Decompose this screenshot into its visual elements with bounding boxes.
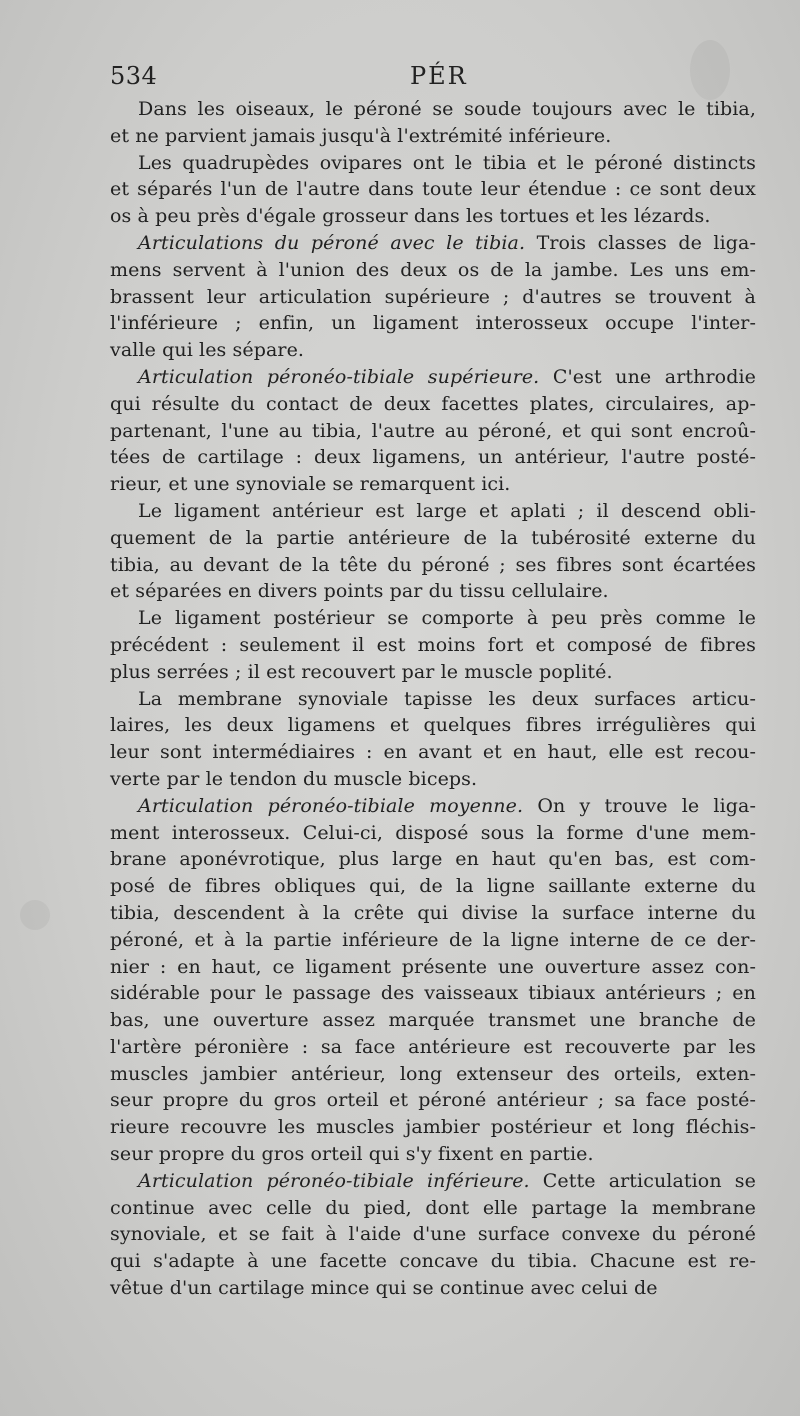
text-line [110, 820, 756, 847]
line-text: Le ligament antérieur est large et aplati ; il descend obli- [138, 499, 756, 522]
text-line [110, 471, 756, 498]
line-text: valle qui les sépare. [110, 339, 305, 362]
text-line [110, 686, 756, 713]
text-line [110, 900, 756, 927]
line-text: On y trouve le liga- [523, 794, 756, 817]
text-line [110, 1034, 756, 1061]
text-line [110, 284, 756, 311]
text-line [110, 203, 756, 230]
text-line [110, 337, 756, 364]
line-text: laires, les deux ligamens et quelques fibres irrégulières qui [110, 714, 756, 737]
page-number: 534 [110, 62, 158, 90]
section-heading: Articulation péronéo-tibiale moyenne. [138, 794, 524, 817]
line-text: tibia, descendent à la crête qui divise la surface interne du [110, 901, 756, 924]
line-text: bas, une ouverture assez marquée transmet une branche de [110, 1009, 756, 1032]
text-line [110, 712, 756, 739]
line-text: muscles jambier antérieur, long extenseur des orteils, exten- [110, 1062, 756, 1085]
text-line [110, 1248, 756, 1275]
line-text: tées de cartilage : deux ligamens, un antérieur, l'autre posté- [110, 446, 756, 469]
line-text: partenant, l'une au tibia, l'autre au péroné, et qui sont encroû- [110, 419, 756, 442]
text-line [110, 176, 756, 203]
line-text: vêtue d'un cartilage mince qui se continue avec celui de [110, 1277, 658, 1300]
text-line [110, 659, 756, 686]
paragraph [110, 793, 756, 1168]
line-text: tibia, au devant de la tête du péroné ; ses fibres sont écartées [110, 553, 756, 576]
text-line [110, 444, 756, 471]
line-text: seur propre du gros orteil et péroné antérieur ; sa face posté- [110, 1089, 756, 1112]
line-text: brane aponévrotique, plus large en haut qu'en bas, est com- [110, 848, 756, 871]
text-line [110, 980, 756, 1007]
text-line [110, 605, 756, 632]
text-line [110, 1275, 756, 1302]
paragraph [110, 1168, 756, 1302]
line-text: Cette articulation se [529, 1169, 756, 1192]
section-heading: Articulation péronéo-tibiale inférieure. [138, 1169, 530, 1192]
text-line [110, 1087, 756, 1114]
text-line [110, 846, 756, 873]
paragraph [110, 96, 756, 150]
line-text: Trois classes de liga- [525, 231, 756, 254]
line-text: Le ligament postérieur se comporte à peu près comme le [138, 607, 756, 630]
paragraph [110, 498, 756, 605]
text-line [110, 257, 756, 284]
text-line [110, 766, 756, 793]
text-line [110, 552, 756, 579]
line-text: posé de fibres obliques qui, de la ligne saillante externe du [110, 875, 756, 898]
line-text: qui s'adapte à une facette concave du tibia. Chacune est re- [110, 1250, 756, 1273]
line-text: rieur, et une synoviale se remarquent ici. [110, 473, 511, 496]
line-text: et séparées en divers points par du tissu cellulaire. [110, 580, 609, 603]
page-header [110, 62, 755, 94]
text-line [110, 1168, 756, 1195]
line-text: nier : en haut, ce ligament présente une ouverture assez con- [110, 955, 756, 978]
paragraph [110, 150, 756, 230]
text-body [110, 96, 756, 1302]
text-line [110, 418, 756, 445]
line-text: verte par le tendon du muscle biceps. [110, 767, 478, 790]
line-text: ment interosseux. Celui-ci, disposé sous la forme d'une mem- [110, 821, 756, 844]
text-line [110, 1007, 756, 1034]
line-text: seur propre du gros orteil qui s'y fixent en partie. [110, 1143, 594, 1166]
text-line [110, 578, 756, 605]
text-line [110, 927, 756, 954]
text-line [110, 1141, 756, 1168]
text-line [110, 873, 756, 900]
text-line [110, 739, 756, 766]
text-line [110, 498, 756, 525]
text-line [110, 123, 756, 150]
line-text: La membrane synoviale tapisse les deux surfaces articu- [138, 687, 756, 710]
line-text: os à peu près d'égale grosseur dans les tortues et les lézards. [110, 205, 711, 228]
line-text: péroné, et à la partie inférieure de la ligne interne de ce der- [110, 928, 756, 951]
text-line [110, 793, 756, 820]
line-text: précédent : seulement il est moins fort et composé de fibres [110, 633, 756, 656]
text-line [110, 1195, 756, 1222]
line-text: Dans les oiseaux, le péroné se soude toujours avec le tibia, [138, 98, 756, 120]
text-line [110, 391, 756, 418]
section-heading: Articulation péronéo-tibiale supérieure. [138, 365, 540, 388]
line-text: brassent leur articulation supérieure ; d'autres se trouvent à [110, 285, 756, 308]
line-text: l'inférieure ; enfin, un ligament interosseux occupe l'inter- [110, 312, 756, 335]
text-line [110, 310, 756, 337]
line-text: et séparés l'un de l'autre dans toute leur étendue : ce sont deux [110, 178, 756, 201]
line-text: rieure recouvre les muscles jambier postérieur et long fléchis- [110, 1116, 756, 1139]
line-text: quement de la partie antérieure de la tubérosité externe du [110, 526, 756, 549]
paragraph [110, 605, 756, 685]
line-text: leur sont intermédiaires : en avant et en haut, elle est recou- [110, 741, 756, 764]
text-line [110, 364, 756, 391]
running-head: PÉR [410, 62, 468, 90]
text-line [110, 954, 756, 981]
page-stain [20, 900, 50, 930]
section-heading: Articulations du péroné avec le tibia. [138, 231, 526, 254]
line-text: qui résulte du contact de deux facettes plates, circulaires, ap- [110, 392, 756, 415]
line-text: synoviale, et se fait à l'aide d'une surface convexe du péroné [110, 1223, 756, 1246]
line-text: Les quadrupèdes ovipares ont le tibia et le péroné distincts [138, 151, 756, 174]
text-line [110, 1114, 756, 1141]
text-line [110, 150, 756, 177]
line-text: C'est une arthrodie [539, 365, 756, 388]
line-text: continue avec celle du pied, dont elle partage la membrane [110, 1196, 756, 1219]
paragraph [110, 364, 756, 498]
line-text: l'artère péronière : sa face antérieure est recouverte par les [110, 1035, 756, 1058]
paragraph [110, 686, 756, 793]
text-line [110, 525, 756, 552]
text-line [110, 1221, 756, 1248]
line-text: sidérable pour le passage des vaisseaux tibiaux antérieurs ; en [110, 982, 756, 1005]
text-line [110, 96, 756, 123]
text-line [110, 1061, 756, 1088]
line-text: plus serrées ; il est recouvert par le muscle poplité. [110, 660, 613, 683]
paragraph [110, 230, 756, 364]
line-text: mens servent à l'union des deux os de la jambe. Les uns em- [110, 258, 756, 281]
line-text: et ne parvient jamais jusqu'à l'extrémité inférieure. [110, 124, 612, 147]
text-line [110, 632, 756, 659]
text-line [110, 230, 756, 257]
